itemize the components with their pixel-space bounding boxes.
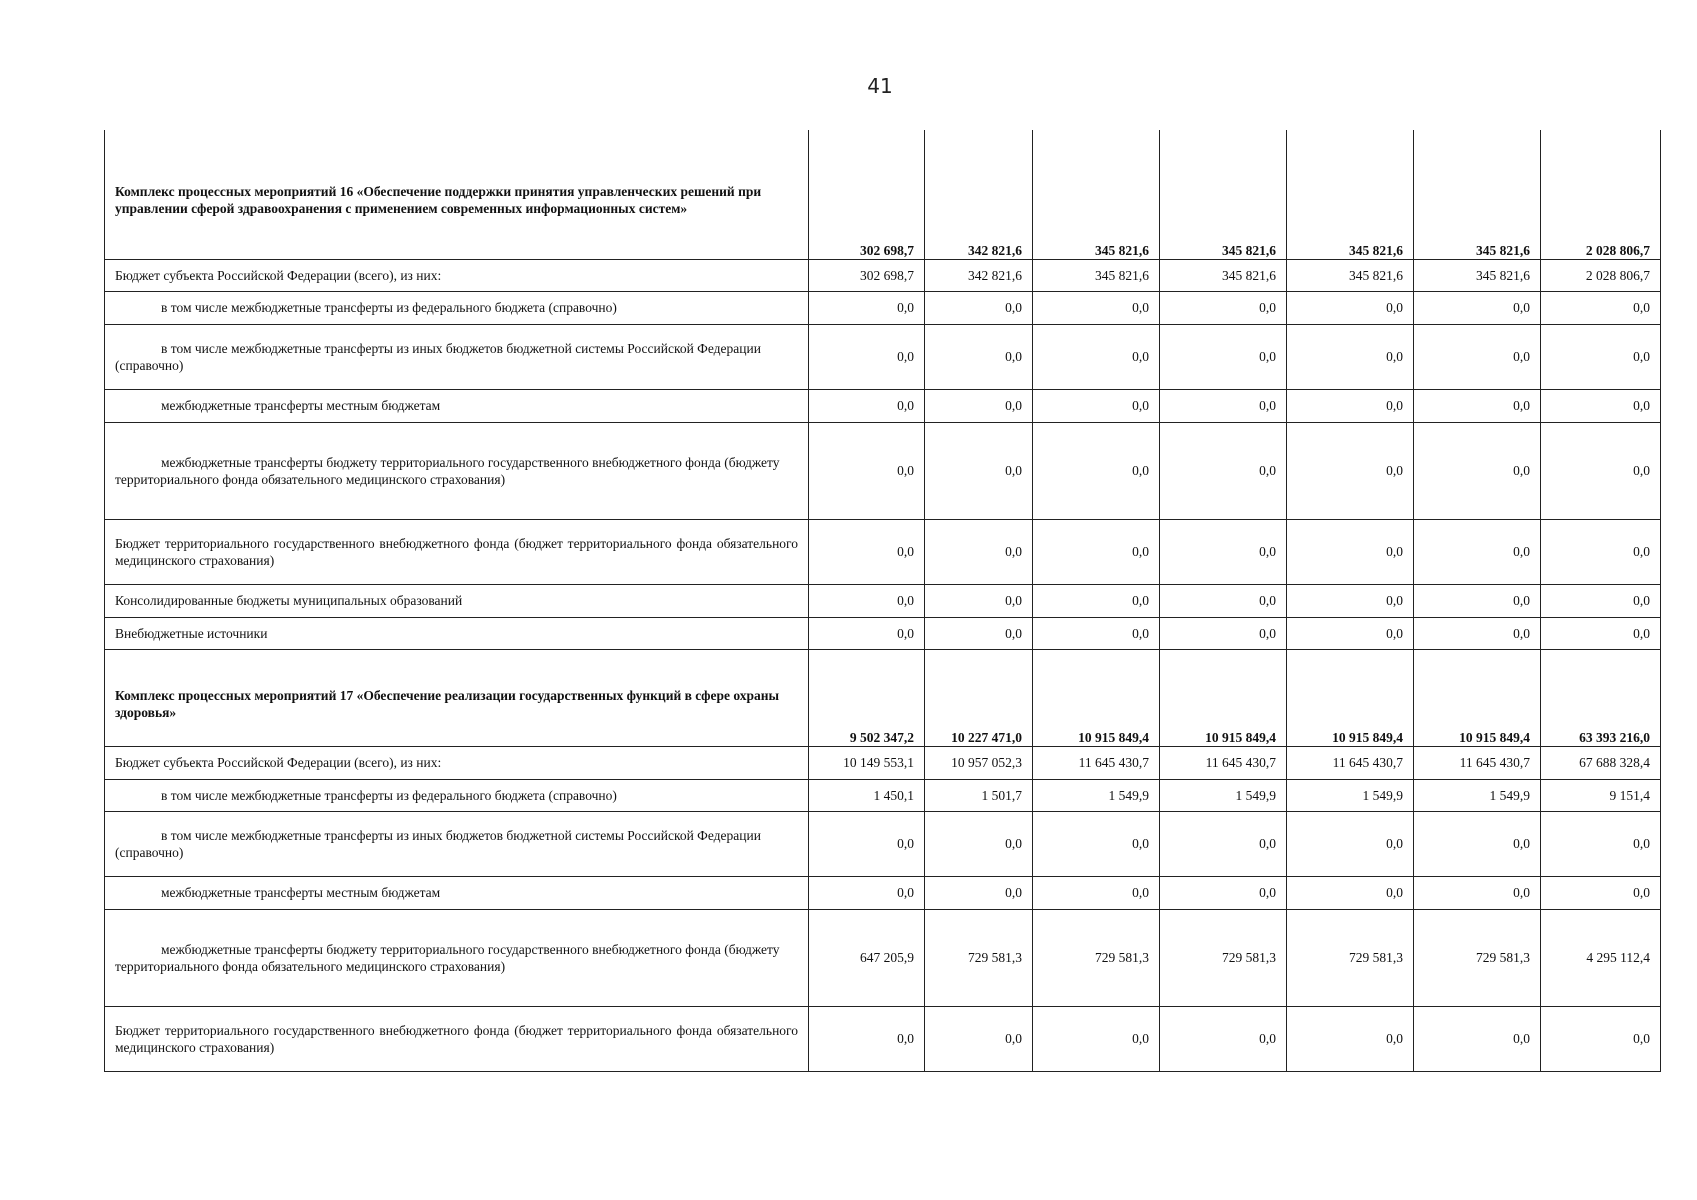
row-value: 0,0 (925, 584, 1033, 617)
section-total-col1: 9 502 347,2 (809, 649, 925, 746)
row-value: 0,0 (1160, 811, 1287, 876)
row-value: 0,0 (1033, 876, 1160, 909)
row-value: 11 645 430,7 (1287, 746, 1414, 779)
table-row (105, 811, 1661, 876)
row-value: 9 151,4 (1541, 779, 1661, 811)
row-label: в том числе межбюджетные трансферты из иных бюджетов бюджетной системы Российской Федерации (справочно) (105, 811, 809, 876)
table-row (105, 519, 1661, 584)
section-total-col2: 342 821,6 (925, 130, 1033, 259)
row-value: 345 821,6 (1414, 259, 1541, 291)
row-value: 0,0 (925, 422, 1033, 519)
row-value: 0,0 (809, 811, 925, 876)
row-value: 1 549,9 (1160, 779, 1287, 811)
row-value: 0,0 (925, 617, 1033, 649)
budget-table-body (105, 130, 1661, 1071)
section-total-sum: 63 393 216,0 (1541, 649, 1661, 746)
row-label: в том числе межбюджетные трансферты из иных бюджетов бюджетной системы Российской Федерации (справочно) (105, 324, 809, 389)
row-value: 0,0 (1033, 1006, 1160, 1071)
row-value: 0,0 (809, 389, 925, 422)
row-label: межбюджетные трансферты местным бюджетам (105, 389, 809, 422)
row-value: 647 205,9 (809, 909, 925, 1006)
row-value: 0,0 (1287, 389, 1414, 422)
row-value: 0,0 (1414, 519, 1541, 584)
row-value: 1 501,7 (925, 779, 1033, 811)
row-value: 0,0 (1033, 617, 1160, 649)
table-row (105, 389, 1661, 422)
row-value: 0,0 (1287, 1006, 1414, 1071)
row-value: 2 028 806,7 (1541, 259, 1661, 291)
row-value: 342 821,6 (925, 259, 1033, 291)
row-value: 0,0 (1414, 617, 1541, 649)
row-value: 0,0 (1541, 291, 1661, 324)
row-label: Бюджет территориального государственного внебюджетного фонда (бюджет территориального фонда обязательного медицинского страхования) (105, 519, 809, 584)
row-value: 0,0 (1160, 519, 1287, 584)
row-value: 0,0 (1287, 876, 1414, 909)
row-value: 0,0 (1160, 584, 1287, 617)
row-value: 11 645 430,7 (1033, 746, 1160, 779)
row-value: 0,0 (1414, 1006, 1541, 1071)
table-row (105, 909, 1661, 1006)
row-value: 0,0 (1414, 389, 1541, 422)
row-value: 0,0 (1541, 519, 1661, 584)
row-value: 0,0 (1541, 876, 1661, 909)
row-value: 0,0 (1033, 389, 1160, 422)
section-total-col4: 10 915 849,4 (1160, 649, 1287, 746)
row-value: 0,0 (1414, 876, 1541, 909)
row-value: 729 581,3 (925, 909, 1033, 1006)
row-value: 345 821,6 (1287, 259, 1414, 291)
row-value: 0,0 (1033, 291, 1160, 324)
row-value: 0,0 (1160, 876, 1287, 909)
row-value: 729 581,3 (1414, 909, 1541, 1006)
row-value: 0,0 (1160, 1006, 1287, 1071)
row-value: 0,0 (1033, 422, 1160, 519)
row-value: 11 645 430,7 (1160, 746, 1287, 779)
row-value: 0,0 (925, 389, 1033, 422)
section-total-col4: 345 821,6 (1160, 130, 1287, 259)
row-value: 0,0 (809, 324, 925, 389)
table-row (105, 617, 1661, 649)
table-row (105, 259, 1661, 291)
row-value: 0,0 (1541, 324, 1661, 389)
row-value: 0,0 (809, 291, 925, 324)
row-value: 0,0 (1287, 324, 1414, 389)
row-value: 0,0 (809, 584, 925, 617)
row-label: межбюджетные трансферты бюджету территориального государственного внебюджетного фонда (бюджету территориального фонда обязательного медицинского страхования) (105, 909, 809, 1006)
row-value: 0,0 (1033, 584, 1160, 617)
row-value: 67 688 328,4 (1541, 746, 1661, 779)
section-total-col1: 302 698,7 (809, 130, 925, 259)
section-total-col6: 345 821,6 (1414, 130, 1541, 259)
row-value: 302 698,7 (809, 259, 925, 291)
row-value: 0,0 (1541, 811, 1661, 876)
row-value: 0,0 (1541, 422, 1661, 519)
row-value: 10 957 052,3 (925, 746, 1033, 779)
row-label: Консолидированные бюджеты муниципальных образований (105, 584, 809, 617)
row-value: 345 821,6 (1033, 259, 1160, 291)
row-value: 0,0 (1414, 324, 1541, 389)
row-value: 11 645 430,7 (1414, 746, 1541, 779)
row-value: 0,0 (1033, 519, 1160, 584)
row-label: межбюджетные трансферты бюджету территориального государственного внебюджетного фонда (бюджету территориального фонда обязательного медицинского страхования) (105, 422, 809, 519)
table-row (105, 324, 1661, 389)
row-value: 0,0 (809, 876, 925, 909)
section-total-col6: 10 915 849,4 (1414, 649, 1541, 746)
row-value: 0,0 (925, 519, 1033, 584)
row-value: 0,0 (1414, 422, 1541, 519)
table-row (105, 422, 1661, 519)
row-value: 1 549,9 (1287, 779, 1414, 811)
row-value: 0,0 (1287, 519, 1414, 584)
row-value: 0,0 (1033, 324, 1160, 389)
row-value: 0,0 (1287, 291, 1414, 324)
row-label: Бюджет территориального государственного внебюджетного фонда (бюджет территориального фонда обязательного медицинского страхования) (105, 1006, 809, 1071)
row-value: 0,0 (1160, 291, 1287, 324)
row-value: 0,0 (1287, 811, 1414, 876)
section-total-col5: 10 915 849,4 (1287, 649, 1414, 746)
row-value: 0,0 (1160, 324, 1287, 389)
row-value: 0,0 (809, 617, 925, 649)
table-row (105, 746, 1661, 779)
budget-table (104, 130, 1661, 1072)
row-label: в том числе межбюджетные трансферты из федерального бюджета (справочно) (105, 291, 809, 324)
row-label: Бюджет субъекта Российской Федерации (всего), из них: (105, 746, 809, 779)
section-row-16 (105, 130, 1661, 259)
section-title: Комплекс процессных мероприятий 16 «Обеспечение поддержки принятия управленческих решений при управлении сферой здравоохранения с применением современных информационных систем» (105, 130, 809, 259)
table-row (105, 876, 1661, 909)
page-number: 41 (867, 74, 893, 98)
row-value: 0,0 (1414, 811, 1541, 876)
row-value: 0,0 (1287, 617, 1414, 649)
row-value: 0,0 (1287, 584, 1414, 617)
row-value: 1 549,9 (1033, 779, 1160, 811)
row-value: 0,0 (1160, 617, 1287, 649)
section-total-col5: 345 821,6 (1287, 130, 1414, 259)
row-value: 0,0 (925, 1006, 1033, 1071)
row-value: 1 549,9 (1414, 779, 1541, 811)
table-row (105, 584, 1661, 617)
row-value: 0,0 (925, 291, 1033, 324)
section-total-sum: 2 028 806,7 (1541, 130, 1661, 259)
row-label: в том числе межбюджетные трансферты из федерального бюджета (справочно) (105, 779, 809, 811)
row-value: 0,0 (1160, 422, 1287, 519)
row-value: 729 581,3 (1287, 909, 1414, 1006)
row-value: 0,0 (809, 519, 925, 584)
row-value: 10 149 553,1 (809, 746, 925, 779)
section-total-col2: 10 227 471,0 (925, 649, 1033, 746)
section-total-col3: 345 821,6 (1033, 130, 1160, 259)
row-label: Внебюджетные источники (105, 617, 809, 649)
row-value: 0,0 (1287, 422, 1414, 519)
row-value: 0,0 (1414, 291, 1541, 324)
section-total-col3: 10 915 849,4 (1033, 649, 1160, 746)
row-value: 729 581,3 (1033, 909, 1160, 1006)
row-value: 0,0 (925, 876, 1033, 909)
row-label: межбюджетные трансферты местным бюджетам (105, 876, 809, 909)
table-row (105, 1006, 1661, 1071)
row-value: 0,0 (1033, 811, 1160, 876)
row-value: 1 450,1 (809, 779, 925, 811)
table-row (105, 291, 1661, 324)
row-value: 0,0 (925, 811, 1033, 876)
row-value: 729 581,3 (1160, 909, 1287, 1006)
row-value: 345 821,6 (1160, 259, 1287, 291)
row-value: 0,0 (809, 1006, 925, 1071)
row-value: 0,0 (1541, 584, 1661, 617)
row-value: 0,0 (925, 324, 1033, 389)
row-value: 0,0 (1414, 584, 1541, 617)
row-value: 4 295 112,4 (1541, 909, 1661, 1006)
section-title: Комплекс процессных мероприятий 17 «Обеспечение реализации государственных функций в сфере охраны здоровья» (105, 649, 809, 746)
row-value: 0,0 (1541, 1006, 1661, 1071)
row-value: 0,0 (1541, 389, 1661, 422)
row-value: 0,0 (1160, 389, 1287, 422)
table-row (105, 779, 1661, 811)
row-label: Бюджет субъекта Российской Федерации (всего), из них: (105, 259, 809, 291)
row-value: 0,0 (1541, 617, 1661, 649)
row-value: 0,0 (809, 422, 925, 519)
section-row-17 (105, 649, 1661, 746)
